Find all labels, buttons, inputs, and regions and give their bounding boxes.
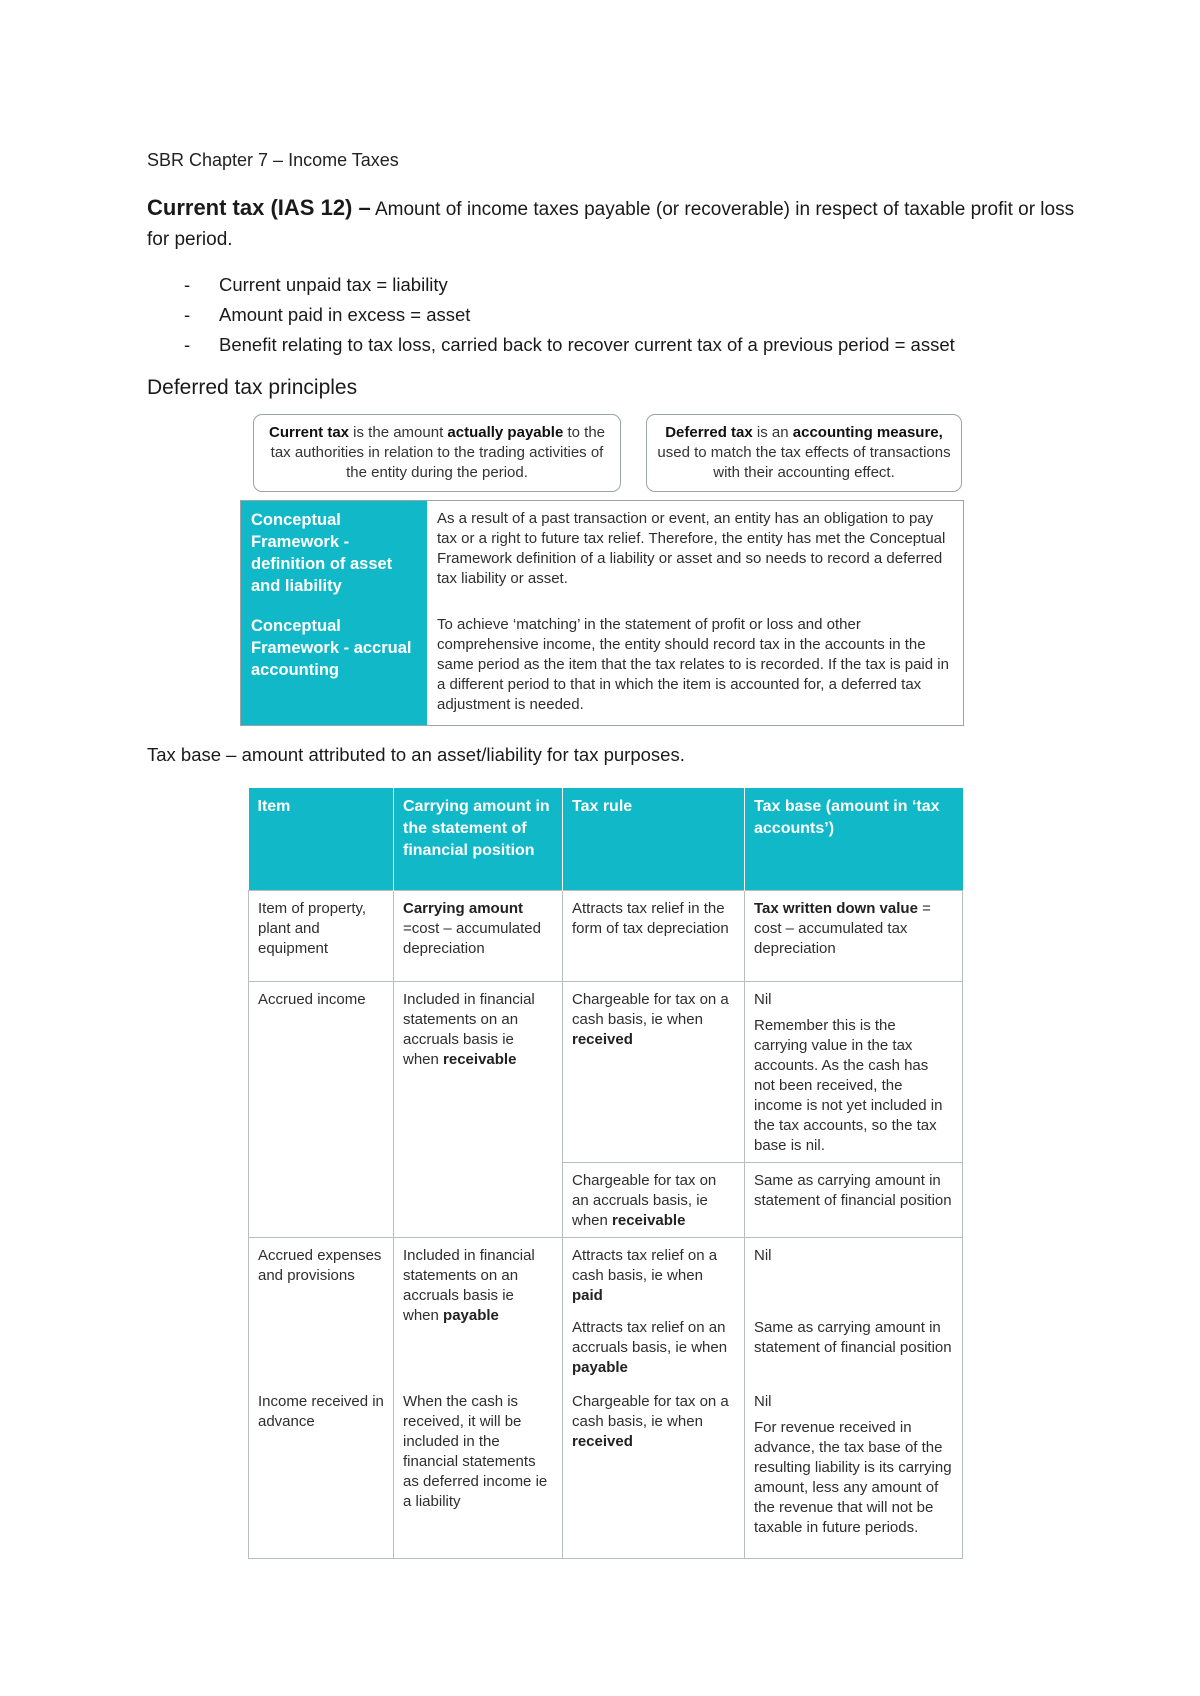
table-row [241,501,964,608]
row-text: To achieve ‘matching’ in the statement of profit or loss and other comprehensive income, the entity should record tax in the accounts in the same period as the item that the tax relates to is recorded. If the tax is paid in a different period to that in which the item is accounted for, a deferred tax adjustment is needed. [437,616,949,713]
rule-cell: Attracts tax relief on a cash basis, ie when paid Attracts tax relief on an accruals basis, ie when payable [563,1238,745,1385]
carrying-cell: Included in financial statements on an accruals basis ie when payable [394,1238,563,1385]
current-tax-text: Amount of income taxes payable (or recoverable) in respect of taxable profit or loss for period. [147,199,1075,250]
column-header: Item [249,788,394,891]
base-cell: Tax written down value = cost – accumulated tax depreciation [745,891,963,982]
rule-cell: Chargeable for tax on a cash basis, ie when received [563,1384,745,1559]
tax-base-table [248,788,963,1559]
table-row [249,982,963,1163]
table-header-row [249,788,963,891]
current-tax-definition [147,193,1077,255]
table-row [249,1238,963,1385]
rule-cell: Chargeable for tax on a cash basis, ie when received [563,982,745,1163]
base-cell: Nil Same as carrying amount in statement of financial position [745,1238,963,1385]
deferred-tax-heading: Deferred tax principles [147,376,358,399]
row-text: As a result of a past transaction or event, an entity has an obligation to pay tax or a right to future tax relief. Therefore, the entity has met the Conceptual Framework definition of a liability or asset and so needs to record a deferred tax liability or asset. [437,510,946,587]
list-item: - Current unpaid tax = liability [184,274,448,295]
conceptual-framework-table [240,500,964,726]
column-header: Tax rule [563,788,745,891]
table-row [249,1384,963,1559]
list-item: - Benefit relating to tax loss, carried back to recover current tax of a previous period = asset [184,334,955,355]
item-cell: Accrued expenses and provisions [249,1238,394,1385]
carrying-cell: Included in financial statements on an accruals basis ie when receivable [394,982,563,1238]
current-tax-callout: Current tax is the amount actually payable to the tax authorities in relation to the trading activities of the entity during the period. [253,414,621,492]
carrying-cell: Carrying amount =cost – accumulated depreciation [394,891,563,982]
current-tax-heading: Current tax (IAS 12) – [147,195,371,220]
base-cell: Nil Remember this is the carrying value in the tax accounts. As the cash has not been received, the income is not yet included in the tax accounts, so the tax base is nil. [745,982,963,1163]
table-row [249,891,963,982]
row-label: Conceptual Framework - accrual accounting [241,607,428,726]
tax-base-definition: Tax base – amount attributed to an asset/liability for tax purposes. [147,744,685,765]
column-header: Tax base (amount in ‘tax accounts’) [745,788,963,891]
base-cell: Nil For revenue received in advance, the tax base of the resulting liability is its carrying amount, less any amount of the revenue that will not be taxable in future periods. [745,1384,963,1559]
item-cell: Income received in advance [249,1384,394,1559]
rule-cell: Chargeable for tax on an accruals basis, ie when receivable [563,1163,745,1238]
row-label: Conceptual Framework - definition of asset and liability [241,501,428,608]
chapter-title: SBR Chapter 7 – Income Taxes [147,150,399,170]
current-tax-bullets [147,270,955,360]
table-row [241,607,964,726]
rule-cell: Attracts tax relief in the form of tax depreciation [563,891,745,982]
item-cell: Accrued income [249,982,394,1238]
carrying-cell: When the cash is received, it will be included in the financial statements as deferred income ie a liability [394,1384,563,1559]
column-header: Carrying amount in the statement of financial position [394,788,563,891]
base-cell: Same as carrying amount in statement of financial position [745,1163,963,1238]
deferred-tax-callout: Deferred tax is an accounting measure, used to match the tax effects of transactions with their accounting effect. [646,414,962,492]
list-item: - Amount paid in excess = asset [184,304,471,325]
item-cell: Item of property, plant and equipment [249,891,394,982]
